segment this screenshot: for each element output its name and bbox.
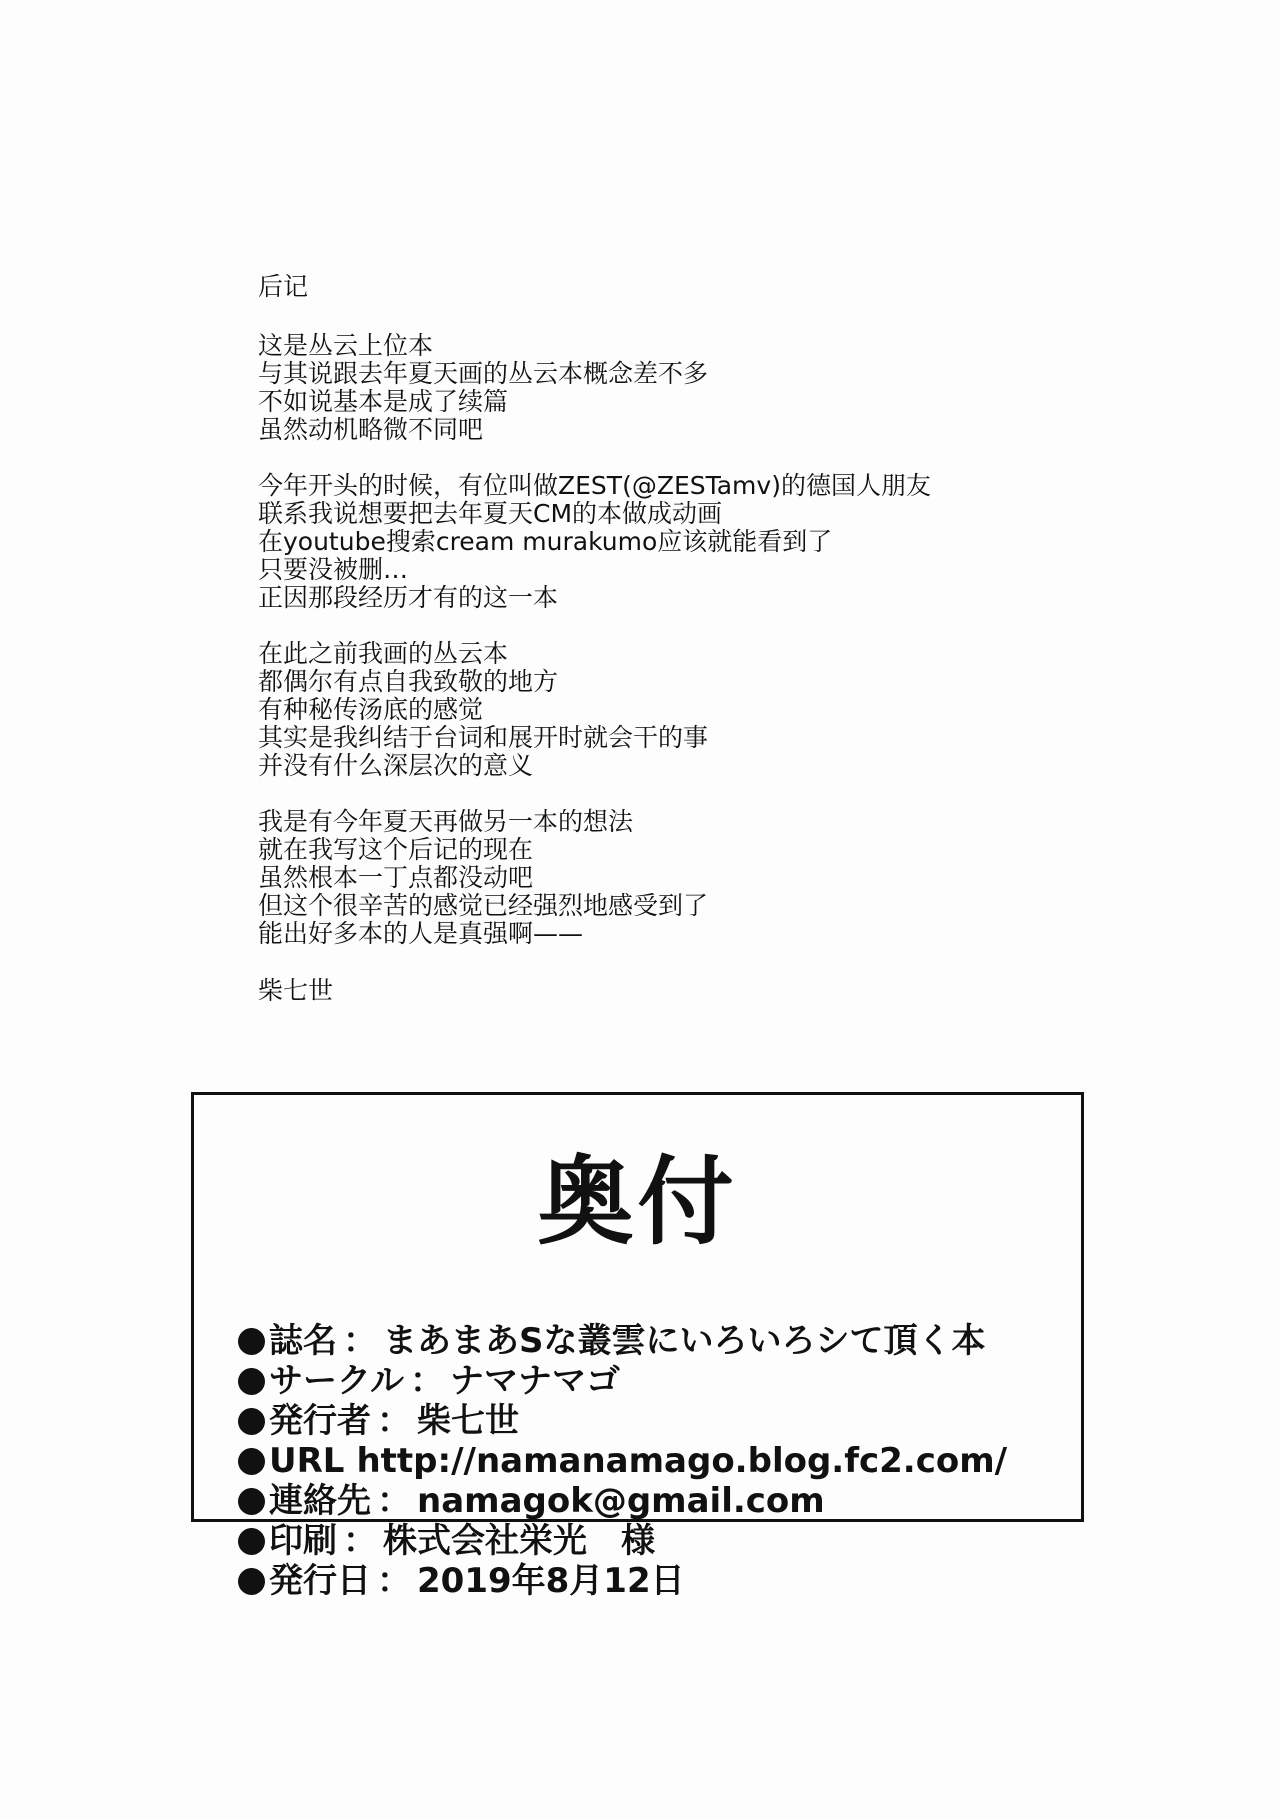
colophon-label: 発行者 [269, 1401, 371, 1441]
afterword-section [258, 272, 1018, 1006]
afterword-paragraph-4 [258, 808, 1018, 948]
colophon-label: 誌名 [269, 1321, 337, 1361]
afterword-line: 虽然动机略微不同吧 [258, 415, 484, 444]
colophon-label: 印刷 [269, 1521, 337, 1561]
colophon-value: 2019年8月12日 [417, 1561, 685, 1601]
afterword-line: 在youtube搜索cream murakumo应该就能看到了 [258, 527, 833, 556]
colophon-separator: ： [343, 1321, 377, 1361]
colophon-item-printer [238, 1521, 1078, 1561]
afterword-line: 只要没被删… [258, 555, 409, 584]
afterword-paragraph-2 [258, 472, 1018, 612]
afterword-line: 与其说跟去年夏天画的丛云本概念差不多 [258, 359, 709, 388]
afterword-line: 其实是我纠结于台词和展开时就会干的事 [258, 723, 709, 752]
colophon-value: 柴七世 [417, 1401, 519, 1441]
afterword-line: 不如说基本是成了续篇 [258, 387, 509, 416]
colophon-value: まあまあSな叢雲にいろいろシて頂く本 [383, 1321, 986, 1361]
colophon-item-date [238, 1561, 1078, 1601]
colophon-item-circle [238, 1361, 1078, 1401]
colophon-separator: ： [409, 1361, 444, 1401]
afterword-line: 就在我写这个后记的现在 [258, 835, 534, 864]
colophon-value: ナマナマゴ [449, 1361, 620, 1401]
afterword-line: 能出好多本的人是真强啊—— [258, 919, 584, 948]
colophon-separator: ： [377, 1561, 411, 1601]
bullet-icon [238, 1448, 265, 1475]
afterword-line: 这是丛云上位本 [258, 331, 434, 360]
afterword-signature: 柴七世 [258, 976, 334, 1005]
colophon-box [191, 1092, 1084, 1601]
colophon-label: サークル [269, 1361, 404, 1401]
afterword-title: 后记 [258, 272, 309, 301]
colophon-label: URL [269, 1441, 345, 1481]
afterword-line: 虽然根本一丁点都没动吧 [258, 863, 534, 892]
colophon-label: 発行日 [269, 1561, 371, 1601]
colophon-item-contact [238, 1481, 1078, 1521]
afterword-line: 并没有什么深层次的意义 [258, 751, 534, 780]
colophon-list [238, 1321, 1078, 1601]
colophon-value: http://namanamago.blog.fc2.com/ [356, 1441, 1008, 1481]
colophon-separator: ： [377, 1481, 411, 1521]
bullet-icon [238, 1408, 265, 1435]
colophon-title: 奥付 [537, 1146, 738, 1258]
afterword-paragraph-1 [258, 332, 1018, 444]
afterword-line: 在此之前我画的丛云本 [258, 639, 509, 668]
bullet-icon [238, 1368, 265, 1395]
bullet-icon [238, 1568, 265, 1595]
afterword-line: 联系我说想要把去年夏天CM的本做成动画 [258, 499, 723, 528]
colophon-value: 株式会社栄光 様 [383, 1521, 655, 1561]
afterword-paragraph-3 [258, 640, 1018, 780]
afterword-line: 都偶尔有点自我致敬的地方 [258, 667, 559, 696]
colophon-value: namagok@gmail.com [417, 1481, 825, 1521]
bullet-icon [238, 1488, 265, 1515]
colophon-item-url [238, 1441, 1078, 1481]
colophon-label: 連絡先 [269, 1481, 371, 1521]
colophon-item-publisher [238, 1401, 1078, 1441]
colophon-item-title [238, 1321, 1078, 1361]
bullet-icon [238, 1328, 265, 1355]
afterword-line: 今年开头的时候，有位叫做ZEST(@ZESTamv)的德国人朋友 [258, 471, 931, 500]
bullet-icon [238, 1528, 265, 1555]
afterword-line: 有种秘传汤底的感觉 [258, 695, 484, 724]
colophon-separator: ： [377, 1401, 411, 1441]
colophon-separator: ： [343, 1521, 377, 1561]
afterword-line: 我是有今年夏天再做另一本的想法 [258, 807, 634, 836]
afterword-line: 但这个很辛苦的感觉已经强烈地感受到了 [258, 891, 709, 920]
afterword-line: 正因那段经历才有的这一本 [258, 583, 559, 612]
